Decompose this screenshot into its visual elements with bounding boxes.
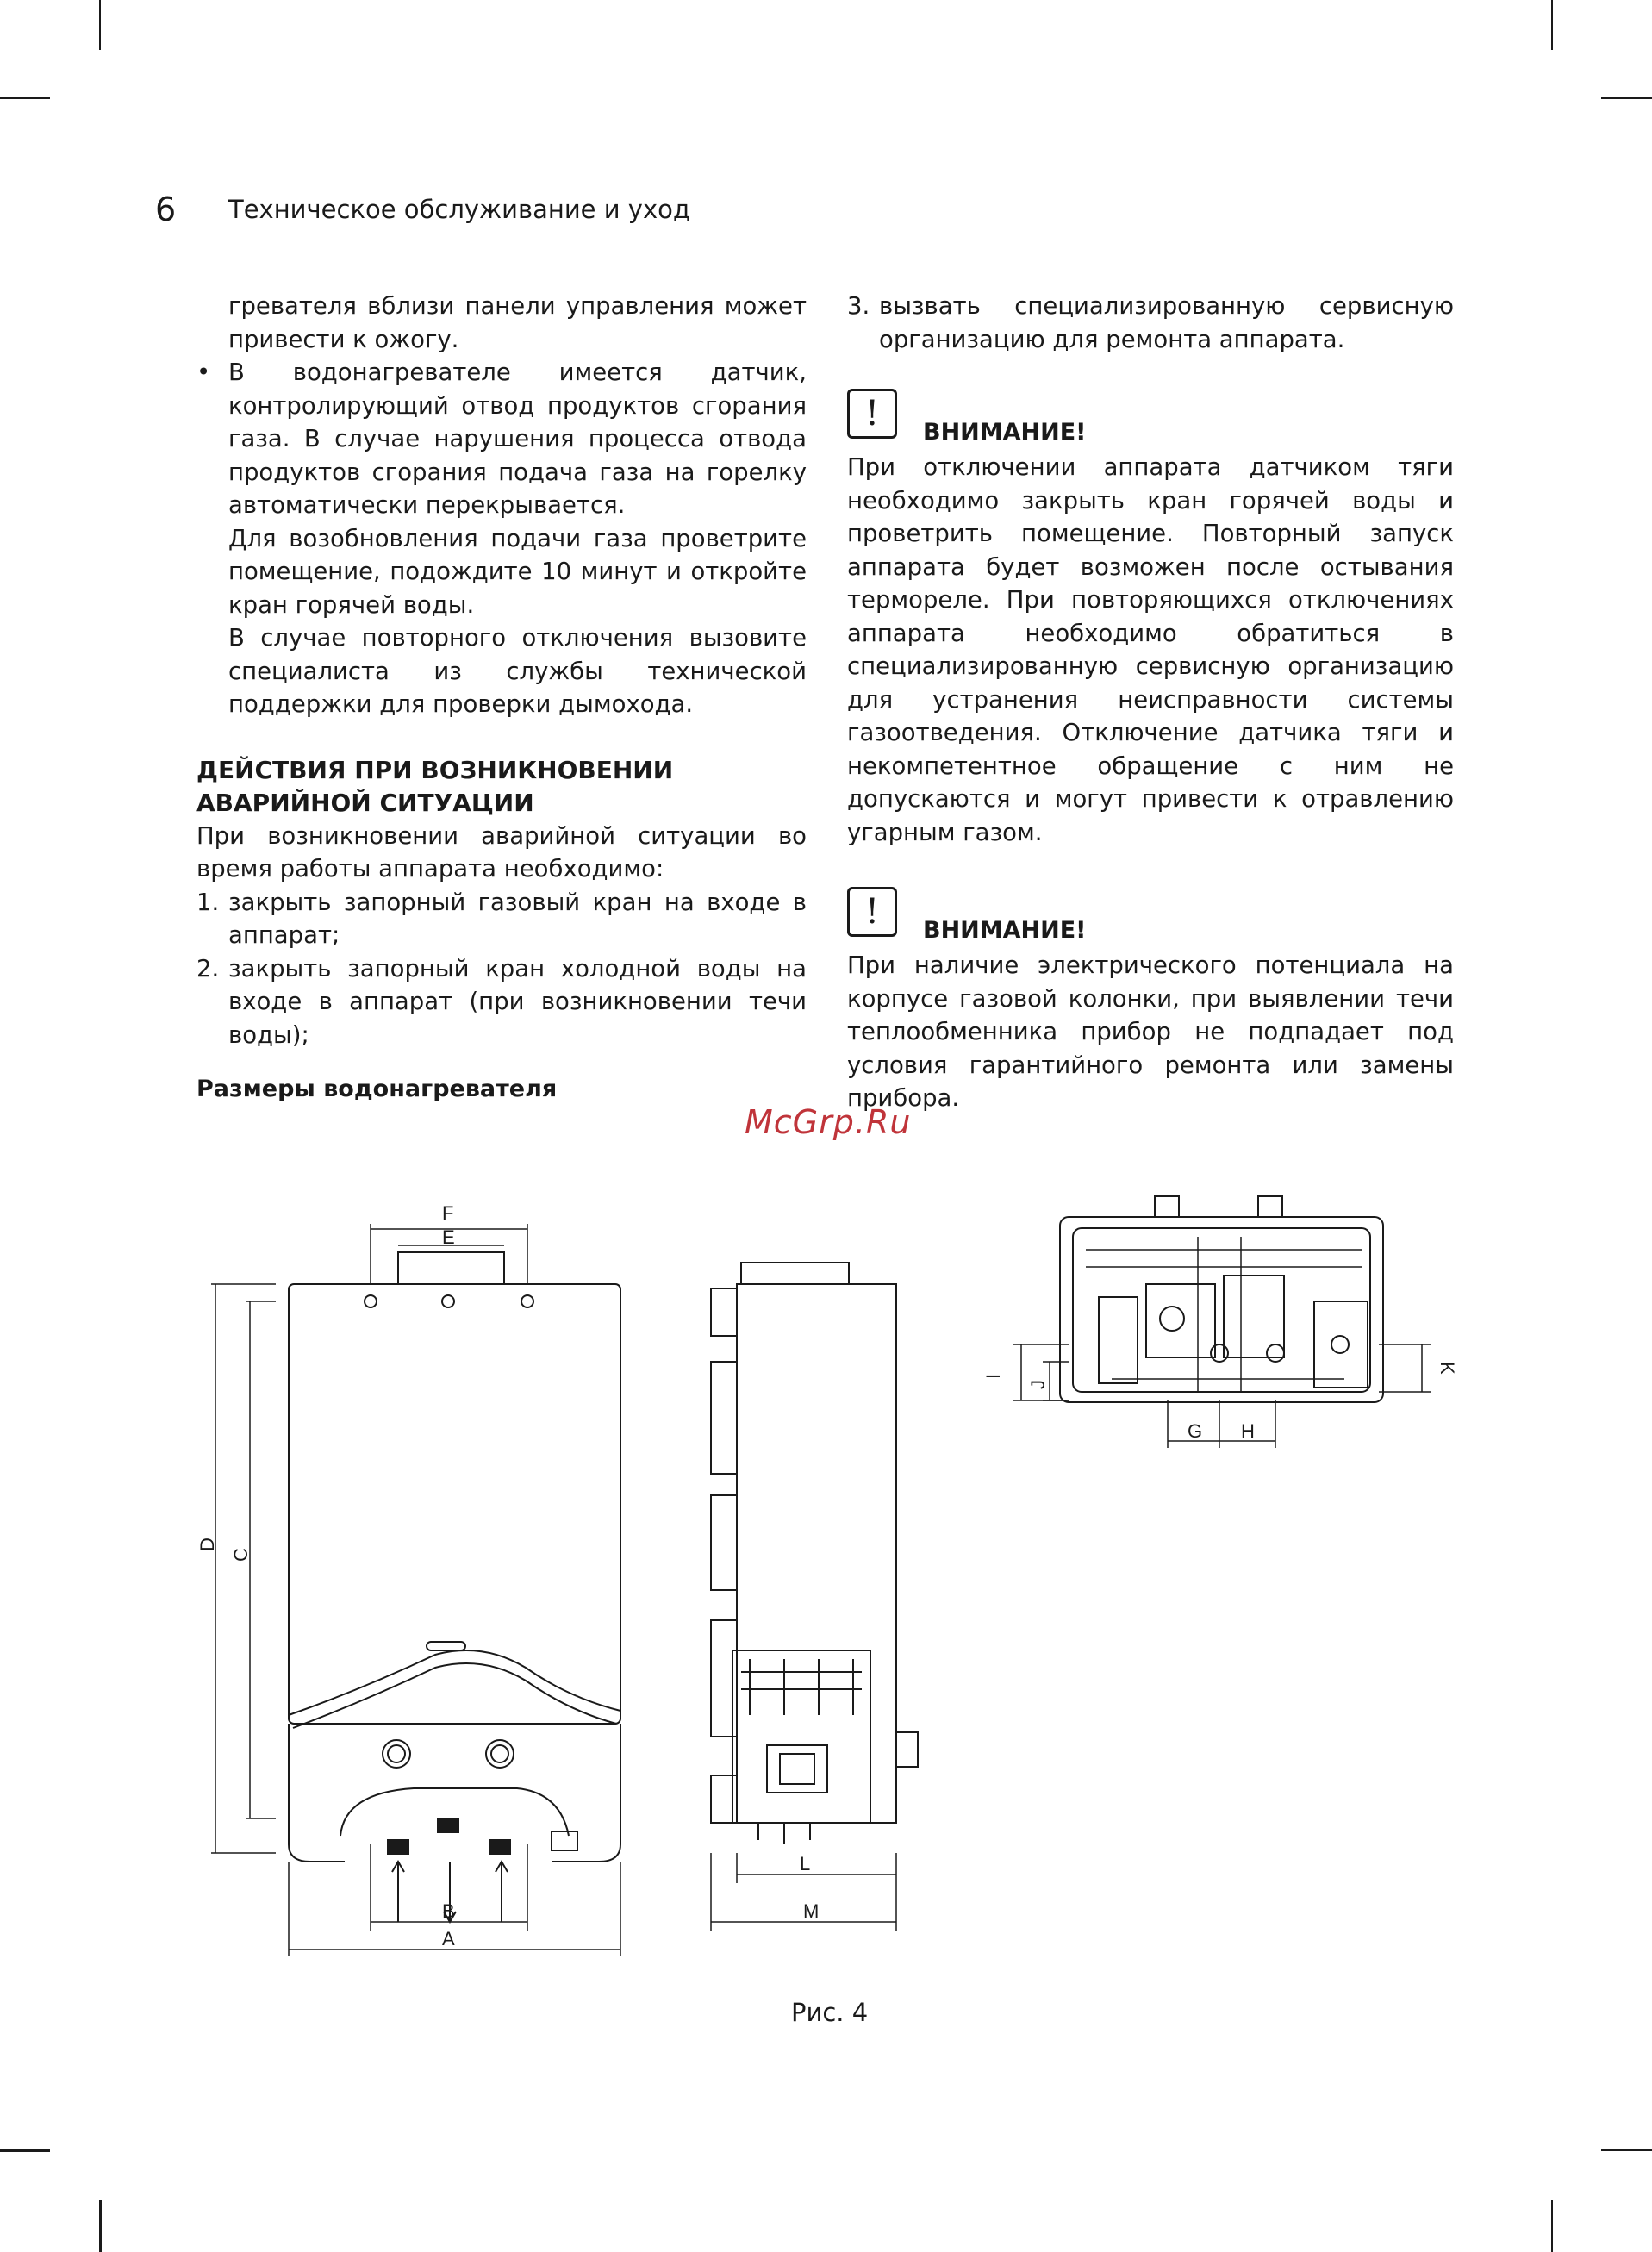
paragraph: При возникновении аварийной ситуации во время работы аппарата необходимо: — [196, 821, 807, 883]
page-number: 6 — [155, 190, 177, 228]
figure-caption: Рис. 4 — [791, 1998, 869, 2027]
section-title: Техническое обслуживание и уход — [228, 195, 690, 224]
dim-label-e: E — [442, 1226, 455, 1248]
warning-text: При отключении аппарата датчиком тяги необходимо закрыть кран горячей воды и проветрить помещение. Повторный запуск аппарата будет возможен после остывания термореле. При повторяющихся отключениях аппарата необходимо обратиться в специализированную сервисную организацию для устранения неисправности системы газоотведения. Отключение датчика тяги и некомпетентное обращение с ним не допускаются и могут привести к отравлению угарным газом. — [847, 453, 1454, 846]
dim-label-m: M — [803, 1900, 820, 1922]
side-view — [711, 1263, 918, 1931]
bullet-marker: • — [196, 359, 211, 386]
dim-label-k: K — [1437, 1362, 1458, 1375]
watermark: McGrp.Ru — [745, 1103, 912, 1141]
list-text: вызвать специализированную сервисную организацию для ремонта аппарата. — [879, 292, 1454, 353]
dim-label-j: J — [1027, 1380, 1049, 1389]
dim-label-f: F — [442, 1202, 454, 1224]
warning-title: ВНИМАНИЕ! — [923, 419, 1087, 446]
list-number: 3. — [847, 292, 870, 320]
dim-label-h: H — [1241, 1420, 1255, 1442]
list-number: 2. — [196, 954, 220, 983]
warning-icon: ! — [847, 389, 897, 439]
paragraph: Для возобновления подачи газа проветрите помещение, подождите 10 минут и откройте кран горячей воды. — [228, 524, 807, 619]
dim-label-c: C — [230, 1548, 252, 1562]
list-number: 1. — [196, 888, 220, 916]
bullet-text: В водонагревателе имеется датчик, контролирующий отвод продуктов сгорания газа. В случае нарушения процесса отвода продуктов сгорания подача газа на горелку автоматически перекрывается. — [228, 359, 807, 519]
paragraph: В случае повторного отключения вызовите специалиста из службы технической поддержки для проверки дымохода. — [228, 624, 807, 718]
dim-label-l: L — [800, 1853, 811, 1875]
dim-label-b: B — [442, 1900, 455, 1922]
front-view — [211, 1224, 620, 1956]
list-text: закрыть запорный газовый кран на входе в аппарат; — [228, 888, 807, 949]
warning-icon: ! — [847, 887, 897, 937]
paragraph: гревателя вблизи панели управления может привести к ожогу. — [228, 292, 807, 353]
dim-label-i: I — [982, 1373, 1004, 1379]
dim-label-d: D — [196, 1538, 218, 1551]
dim-label-a: A — [442, 1928, 455, 1949]
list-text: закрыть запорный кран холодной воды на входе в аппарат (при возникновении течи воды); — [228, 954, 807, 1049]
dim-label-g: G — [1188, 1420, 1203, 1442]
figure-title: Размеры водонагревателя — [196, 1076, 558, 1102]
warning-text: При наличие электрического потенциала на корпусе газовой колонки, при выявлении течи теплообменника прибор не подпадает под условия гарантийного ремонта или замены прибора. — [847, 951, 1454, 1112]
warning-title: ВНИМАНИЕ! — [923, 917, 1087, 944]
top-view — [1013, 1196, 1431, 1448]
section-heading: ДЕЙСТВИЯ ПРИ ВОЗНИКНОВЕНИИ АВАРИЙНОЙ СИТУАЦИИ — [196, 755, 674, 817]
